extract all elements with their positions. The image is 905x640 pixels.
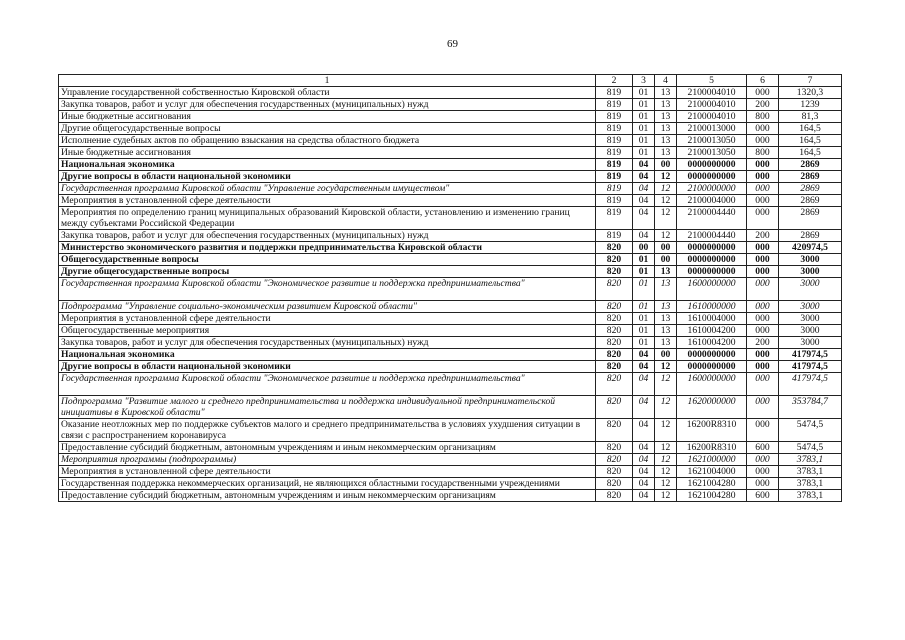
table-row xyxy=(59,230,842,242)
ministry-code-cell: 820 xyxy=(596,278,633,301)
amount-cell: 2869 xyxy=(779,207,842,230)
expense-type-cell: 000 xyxy=(747,183,779,195)
ministry-code-cell: 820 xyxy=(596,337,633,349)
table-row xyxy=(59,313,842,325)
amount-cell: 1239 xyxy=(779,99,842,111)
target-article-cell: 1620000000 xyxy=(677,396,747,419)
expense-type-cell: 000 xyxy=(747,419,779,442)
target-article-cell: 0000000000 xyxy=(677,361,747,373)
ministry-code-cell: 819 xyxy=(596,99,633,111)
ministry-code-cell: 820 xyxy=(596,490,633,502)
table-row xyxy=(59,466,842,478)
expense-type-cell: 000 xyxy=(747,266,779,278)
subsection-cell: 13 xyxy=(655,337,677,349)
item-name-cell: Исполнение судебных актов по обращению взыскания на средства областного бюджета xyxy=(59,135,596,147)
header-cell: 6 xyxy=(747,75,779,87)
subsection-cell: 12 xyxy=(655,183,677,195)
ministry-code-cell: 820 xyxy=(596,325,633,337)
amount-cell: 3000 xyxy=(779,278,842,301)
ministry-code-cell: 820 xyxy=(596,478,633,490)
subsection-cell: 12 xyxy=(655,207,677,230)
section-cell: 04 xyxy=(633,396,655,419)
ministry-code-cell: 820 xyxy=(596,301,633,313)
section-cell: 04 xyxy=(633,195,655,207)
amount-cell: 164,5 xyxy=(779,147,842,159)
table-row xyxy=(59,373,842,396)
expense-type-cell: 000 xyxy=(747,278,779,301)
table-row xyxy=(59,349,842,361)
expense-type-cell: 000 xyxy=(747,313,779,325)
amount-cell: 420974,5 xyxy=(779,242,842,254)
subsection-cell: 12 xyxy=(655,466,677,478)
subsection-cell: 13 xyxy=(655,135,677,147)
target-article-cell: 16200R8310 xyxy=(677,442,747,454)
section-cell: 04 xyxy=(633,171,655,183)
target-article-cell: 1621004000 xyxy=(677,466,747,478)
section-cell: 04 xyxy=(633,490,655,502)
ministry-code-cell: 819 xyxy=(596,123,633,135)
table-row xyxy=(59,171,842,183)
amount-cell: 3783,1 xyxy=(779,466,842,478)
target-article-cell: 2100013050 xyxy=(677,135,747,147)
expense-type-cell: 000 xyxy=(747,478,779,490)
section-cell: 01 xyxy=(633,278,655,301)
expense-type-cell: 000 xyxy=(747,87,779,99)
subsection-cell: 13 xyxy=(655,123,677,135)
table-row xyxy=(59,325,842,337)
item-name-cell: Государственная программа Кировской области "Управление государственным имуществом" xyxy=(59,183,596,195)
table-row xyxy=(59,278,842,301)
subsection-cell: 12 xyxy=(655,230,677,242)
section-cell: 01 xyxy=(633,301,655,313)
item-name-cell: Предоставление субсидий бюджетным, автономным учреждениям и иным некоммерческим организациям xyxy=(59,490,596,502)
section-cell: 01 xyxy=(633,266,655,278)
subsection-cell: 13 xyxy=(655,313,677,325)
ministry-code-cell: 819 xyxy=(596,111,633,123)
section-cell: 01 xyxy=(633,313,655,325)
table-row xyxy=(59,454,842,466)
page-number: 69 xyxy=(447,38,458,50)
subsection-cell: 12 xyxy=(655,373,677,396)
item-name-cell: Подпрограмма "Управление социально-экономическим развитием Кировской области" xyxy=(59,301,596,313)
target-article-cell: 2100004010 xyxy=(677,99,747,111)
table-row xyxy=(59,266,842,278)
ministry-code-cell: 819 xyxy=(596,183,633,195)
amount-cell: 2869 xyxy=(779,159,842,171)
target-article-cell: 2100004440 xyxy=(677,207,747,230)
subsection-cell: 00 xyxy=(655,254,677,266)
item-name-cell: Национальная экономика xyxy=(59,159,596,171)
section-cell: 01 xyxy=(633,135,655,147)
item-name-cell: Другие вопросы в области национальной экономики xyxy=(59,361,596,373)
item-name-cell: Закупка товаров, работ и услуг для обеспечения государственных (муниципальных) нужд xyxy=(59,99,596,111)
subsection-cell: 12 xyxy=(655,442,677,454)
table-row xyxy=(59,111,842,123)
ministry-code-cell: 819 xyxy=(596,195,633,207)
amount-cell: 2869 xyxy=(779,171,842,183)
expense-type-cell: 800 xyxy=(747,111,779,123)
section-cell: 04 xyxy=(633,373,655,396)
item-name-cell: Мероприятия программы (подпрограммы) xyxy=(59,454,596,466)
subsection-cell: 13 xyxy=(655,301,677,313)
item-name-cell: Подпрограмма "Развитие малого и среднего предпринимательства и поддержка индивидуальной предпринимательской инициативы в Кировской области" xyxy=(59,396,596,419)
item-name-cell: Министерство экономического развития и поддержки предпринимательства Кировской области xyxy=(59,242,596,254)
expense-type-cell: 000 xyxy=(747,254,779,266)
amount-cell: 3000 xyxy=(779,337,842,349)
section-cell: 00 xyxy=(633,242,655,254)
header-cell: 2 xyxy=(596,75,633,87)
section-cell: 01 xyxy=(633,87,655,99)
table-row xyxy=(59,123,842,135)
expense-type-cell: 000 xyxy=(747,159,779,171)
amount-cell: 164,5 xyxy=(779,135,842,147)
subsection-cell: 12 xyxy=(655,361,677,373)
section-cell: 04 xyxy=(633,478,655,490)
item-name-cell: Предоставление субсидий бюджетным, автономным учреждениям и иным некоммерческим организациям xyxy=(59,442,596,454)
expense-type-cell: 000 xyxy=(747,171,779,183)
ministry-code-cell: 819 xyxy=(596,230,633,242)
target-article-cell: 2100004010 xyxy=(677,87,747,99)
ministry-code-cell: 820 xyxy=(596,419,633,442)
target-article-cell: 0000000000 xyxy=(677,171,747,183)
item-name-cell: Мероприятия в установленной сфере деятельности xyxy=(59,195,596,207)
item-name-cell: Оказание неотложных мер по поддержке субъектов малого и среднего предпринимательства в условиях ухудшения ситуации в связи с распространением коронавируса xyxy=(59,419,596,442)
subsection-cell: 12 xyxy=(655,490,677,502)
ministry-code-cell: 820 xyxy=(596,373,633,396)
ministry-code-cell: 820 xyxy=(596,361,633,373)
subsection-cell: 13 xyxy=(655,325,677,337)
target-article-cell: 1610000000 xyxy=(677,301,747,313)
subsection-cell: 12 xyxy=(655,454,677,466)
subsection-cell: 00 xyxy=(655,159,677,171)
subsection-cell: 00 xyxy=(655,242,677,254)
table-row xyxy=(59,195,842,207)
section-cell: 01 xyxy=(633,254,655,266)
ministry-code-cell: 819 xyxy=(596,87,633,99)
section-cell: 01 xyxy=(633,337,655,349)
amount-cell: 3000 xyxy=(779,266,842,278)
section-cell: 04 xyxy=(633,230,655,242)
ministry-code-cell: 820 xyxy=(596,266,633,278)
header-cell: 7 xyxy=(779,75,842,87)
target-article-cell: 1610004200 xyxy=(677,325,747,337)
expense-type-cell: 000 xyxy=(747,373,779,396)
item-name-cell: Государственная программа Кировской области "Экономическое развитие и поддержка предпринимательства" xyxy=(59,278,596,301)
item-name-cell: Государственная поддержка некоммерческих организаций, не являющихся областными государственными учреждениями xyxy=(59,478,596,490)
subsection-cell: 00 xyxy=(655,349,677,361)
amount-cell: 2869 xyxy=(779,195,842,207)
table-row xyxy=(59,99,842,111)
subsection-cell: 12 xyxy=(655,171,677,183)
subsection-cell: 12 xyxy=(655,396,677,419)
amount-cell: 417974,5 xyxy=(779,349,842,361)
ministry-code-cell: 820 xyxy=(596,242,633,254)
table-row xyxy=(59,490,842,502)
target-article-cell: 2100004440 xyxy=(677,230,747,242)
table-row xyxy=(59,183,842,195)
table-row xyxy=(59,361,842,373)
item-name-cell: Иные бюджетные ассигнования xyxy=(59,111,596,123)
table-row xyxy=(59,419,842,442)
expense-type-cell: 000 xyxy=(747,454,779,466)
item-name-cell: Закупка товаров, работ и услуг для обеспечения государственных (муниципальных) нужд xyxy=(59,337,596,349)
amount-cell: 417974,5 xyxy=(779,373,842,396)
item-name-cell: Мероприятия по определению границ муниципальных образований Кировской области, установлению и изменению границ между субъектами Российской Федерации xyxy=(59,207,596,230)
ministry-code-cell: 820 xyxy=(596,349,633,361)
subsection-cell: 13 xyxy=(655,87,677,99)
ministry-code-cell: 820 xyxy=(596,254,633,266)
expense-type-cell: 800 xyxy=(747,147,779,159)
table-row xyxy=(59,301,842,313)
subsection-cell: 12 xyxy=(655,419,677,442)
subsection-cell: 13 xyxy=(655,266,677,278)
ministry-code-cell: 819 xyxy=(596,159,633,171)
item-name-cell: Управление государственной собственностью Кировской области xyxy=(59,87,596,99)
item-name-cell: Закупка товаров, работ и услуг для обеспечения государственных (муниципальных) нужд xyxy=(59,230,596,242)
expense-type-cell: 000 xyxy=(747,123,779,135)
section-cell: 01 xyxy=(633,111,655,123)
amount-cell: 3783,1 xyxy=(779,490,842,502)
ministry-code-cell: 820 xyxy=(596,454,633,466)
section-cell: 04 xyxy=(633,207,655,230)
target-article-cell: 0000000000 xyxy=(677,159,747,171)
expense-type-cell: 200 xyxy=(747,99,779,111)
amount-cell: 3783,1 xyxy=(779,454,842,466)
item-name-cell: Другие общегосударственные вопросы xyxy=(59,266,596,278)
table-row xyxy=(59,396,842,419)
expense-type-cell: 000 xyxy=(747,301,779,313)
target-article-cell: 1610004200 xyxy=(677,337,747,349)
target-article-cell: 1610004000 xyxy=(677,313,747,325)
table-row xyxy=(59,87,842,99)
section-cell: 04 xyxy=(633,361,655,373)
amount-cell: 5474,5 xyxy=(779,419,842,442)
target-article-cell: 0000000000 xyxy=(677,254,747,266)
table-row xyxy=(59,207,842,230)
item-name-cell: Иные бюджетные ассигнования xyxy=(59,147,596,159)
table-body xyxy=(59,75,842,502)
subsection-cell: 13 xyxy=(655,111,677,123)
amount-cell: 81,3 xyxy=(779,111,842,123)
amount-cell: 2869 xyxy=(779,230,842,242)
item-name-cell: Национальная экономика xyxy=(59,349,596,361)
expense-type-cell: 600 xyxy=(747,442,779,454)
target-article-cell: 2100013000 xyxy=(677,123,747,135)
subsection-cell: 12 xyxy=(655,478,677,490)
expense-type-cell: 000 xyxy=(747,349,779,361)
expense-type-cell: 000 xyxy=(747,195,779,207)
subsection-cell: 13 xyxy=(655,147,677,159)
target-article-cell: 2100013050 xyxy=(677,147,747,159)
header-cell: 4 xyxy=(655,75,677,87)
ministry-code-cell: 820 xyxy=(596,442,633,454)
ministry-code-cell: 820 xyxy=(596,313,633,325)
ministry-code-cell: 819 xyxy=(596,207,633,230)
ministry-code-cell: 820 xyxy=(596,466,633,478)
subsection-cell: 13 xyxy=(655,278,677,301)
header-cell: 1 xyxy=(59,75,596,87)
table-row xyxy=(59,159,842,171)
target-article-cell: 2100000000 xyxy=(677,183,747,195)
target-article-cell: 1621000000 xyxy=(677,454,747,466)
expense-type-cell: 000 xyxy=(747,396,779,419)
item-name-cell: Другие вопросы в области национальной экономики xyxy=(59,171,596,183)
section-cell: 04 xyxy=(633,466,655,478)
target-article-cell: 2100004010 xyxy=(677,111,747,123)
amount-cell: 164,5 xyxy=(779,123,842,135)
subsection-cell: 12 xyxy=(655,195,677,207)
header-cell: 3 xyxy=(633,75,655,87)
amount-cell: 3000 xyxy=(779,325,842,337)
section-cell: 01 xyxy=(633,325,655,337)
amount-cell: 5474,5 xyxy=(779,442,842,454)
table-row xyxy=(59,337,842,349)
target-article-cell: 1621004280 xyxy=(677,490,747,502)
expense-type-cell: 000 xyxy=(747,325,779,337)
expense-type-cell: 200 xyxy=(747,337,779,349)
table-row xyxy=(59,442,842,454)
section-cell: 04 xyxy=(633,454,655,466)
section-cell: 04 xyxy=(633,419,655,442)
target-article-cell: 1600000000 xyxy=(677,373,747,396)
ministry-code-cell: 820 xyxy=(596,396,633,419)
section-cell: 01 xyxy=(633,123,655,135)
budget-table xyxy=(58,74,842,502)
table-row xyxy=(59,254,842,266)
target-article-cell: 0000000000 xyxy=(677,266,747,278)
ministry-code-cell: 819 xyxy=(596,135,633,147)
expense-type-cell: 000 xyxy=(747,242,779,254)
expense-type-cell: 000 xyxy=(747,207,779,230)
item-name-cell: Мероприятия в установленной сфере деятельности xyxy=(59,313,596,325)
target-article-cell: 0000000000 xyxy=(677,242,747,254)
expense-type-cell: 000 xyxy=(747,135,779,147)
amount-cell: 2869 xyxy=(779,183,842,195)
amount-cell: 417974,5 xyxy=(779,361,842,373)
amount-cell: 3000 xyxy=(779,254,842,266)
target-article-cell: 1621004280 xyxy=(677,478,747,490)
target-article-cell: 0000000000 xyxy=(677,349,747,361)
target-article-cell: 2100004000 xyxy=(677,195,747,207)
item-name-cell: Общегосударственные вопросы xyxy=(59,254,596,266)
table-row xyxy=(59,478,842,490)
expense-type-cell: 000 xyxy=(747,361,779,373)
amount-cell: 3000 xyxy=(779,313,842,325)
amount-cell: 3783,1 xyxy=(779,478,842,490)
expense-type-cell: 000 xyxy=(747,466,779,478)
table-row xyxy=(59,242,842,254)
table-row xyxy=(59,135,842,147)
item-name-cell: Другие общегосударственные вопросы xyxy=(59,123,596,135)
expense-type-cell: 600 xyxy=(747,490,779,502)
target-article-cell: 1600000000 xyxy=(677,278,747,301)
amount-cell: 1320,3 xyxy=(779,87,842,99)
header-cell: 5 xyxy=(677,75,747,87)
section-cell: 01 xyxy=(633,147,655,159)
section-cell: 04 xyxy=(633,349,655,361)
item-name-cell: Государственная программа Кировской области "Экономическое развитие и поддержка предпринимательства" xyxy=(59,373,596,396)
subsection-cell: 13 xyxy=(655,99,677,111)
table-row xyxy=(59,147,842,159)
amount-cell: 353784,7 xyxy=(779,396,842,419)
amount-cell: 3000 xyxy=(779,301,842,313)
item-name-cell: Общегосударственные мероприятия xyxy=(59,325,596,337)
section-cell: 04 xyxy=(633,159,655,171)
ministry-code-cell: 819 xyxy=(596,147,633,159)
ministry-code-cell: 819 xyxy=(596,171,633,183)
expense-type-cell: 200 xyxy=(747,230,779,242)
target-article-cell: 16200R8310 xyxy=(677,419,747,442)
section-cell: 04 xyxy=(633,183,655,195)
section-cell: 01 xyxy=(633,99,655,111)
item-name-cell: Мероприятия в установленной сфере деятельности xyxy=(59,466,596,478)
section-cell: 04 xyxy=(633,442,655,454)
header-row xyxy=(59,75,842,87)
